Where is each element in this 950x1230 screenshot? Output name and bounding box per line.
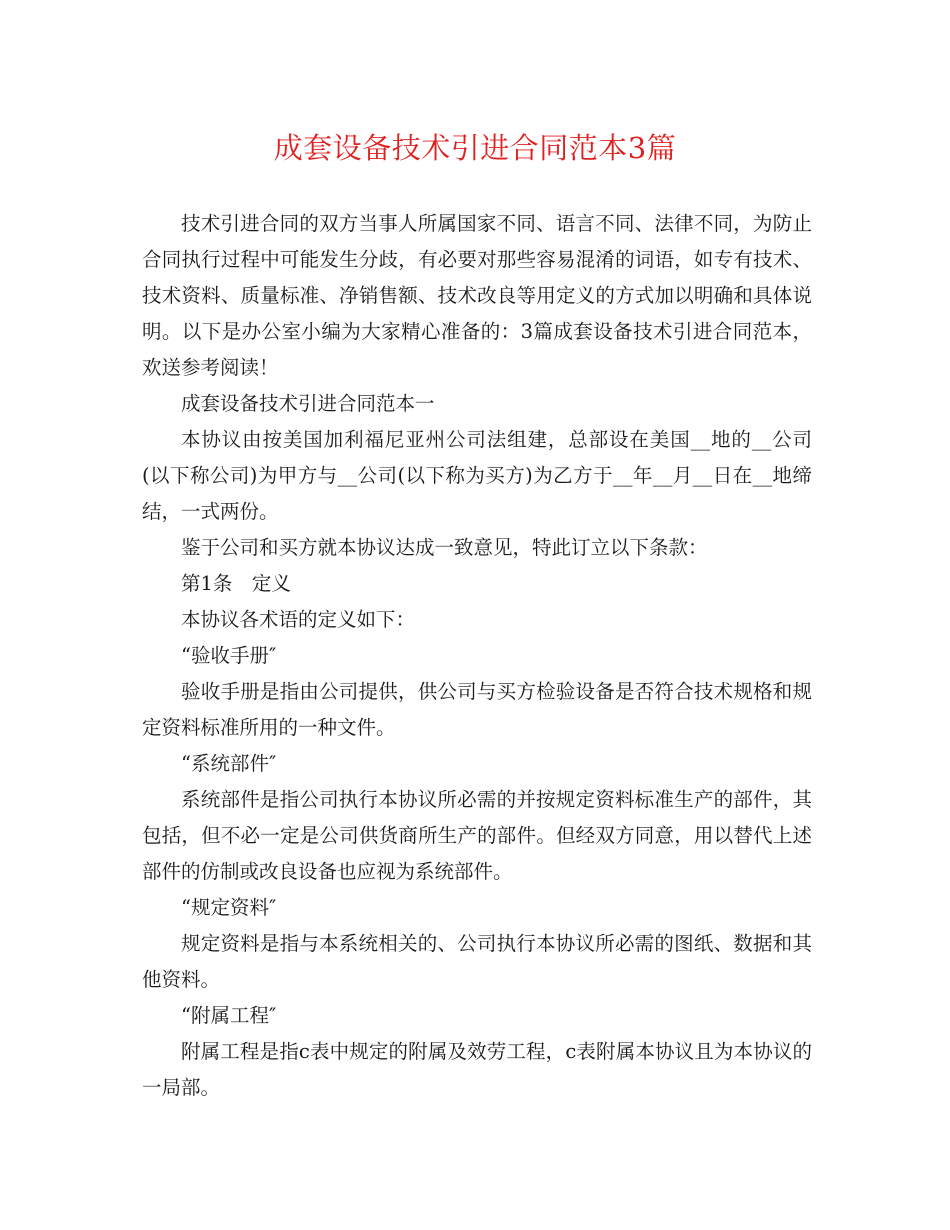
term-heading: “验收手册″ (181, 644, 277, 667)
term-heading: “附属工程″ (181, 1004, 277, 1027)
term-definition: 系统部件是指公司执行本协议所必需的并按规定资料标准生产的部件，其包括，但不必一定是公司供货商所生产的部件。但经双方同意，用以替代上述部件的仿制或改良设备也应视为系统部件。 (142, 788, 812, 883)
definitions-intro: 本协议各术语的定义如下： (181, 608, 416, 631)
article-heading: 第1条 定义 (181, 572, 291, 595)
intro-paragraph: 技术引进合同的双方当事人所属国家不同、语言不同、法律不同，为防止合同执行过程中可能发生分歧，有必要对那些容易混淆的词语，如专有技术、技术资料、质量标准、净销售额、技术改良等用定义的方式加以明确和具体说明。以下是办公室小编为大家精心准备的：3篇成套设备技术引进合同范本，欢送参考阅读！ (142, 212, 812, 379)
term-heading: “系统部件″ (181, 752, 277, 775)
term-definition: 附属工程是指c表中规定的附属及效劳工程，c表附属本协议且为本协议的一局部。 (142, 1040, 812, 1099)
document-body (142, 206, 812, 1106)
whereas-paragraph: 鉴于公司和买方就本协议达成一致意见，特此订立以下条款： (181, 536, 708, 559)
term-definition: 验收手册是指由公司提供，供公司与买方检验设备是否符合技术规格和规定资料标准所用的一种文件。 (142, 680, 812, 739)
term-heading: “规定资料″ (181, 896, 277, 919)
term-definition: 规定资料是指与本系统相关的、公司执行本协议所必需的图纸、数据和其他资料。 (142, 932, 812, 991)
document-title: 成套设备技术引进合同范本3篇 (273, 131, 677, 165)
agreement-paragraph: 本协议由按美国加利福尼亚州公司法组建，总部设在美国__地的__公司(以下称公司)为甲方与__公司(以下称为买方)为乙方于__年__月__日在__地缔结，一式两份。 (142, 428, 812, 523)
section-heading: 成套设备技术引进合同范本一 (181, 392, 435, 415)
